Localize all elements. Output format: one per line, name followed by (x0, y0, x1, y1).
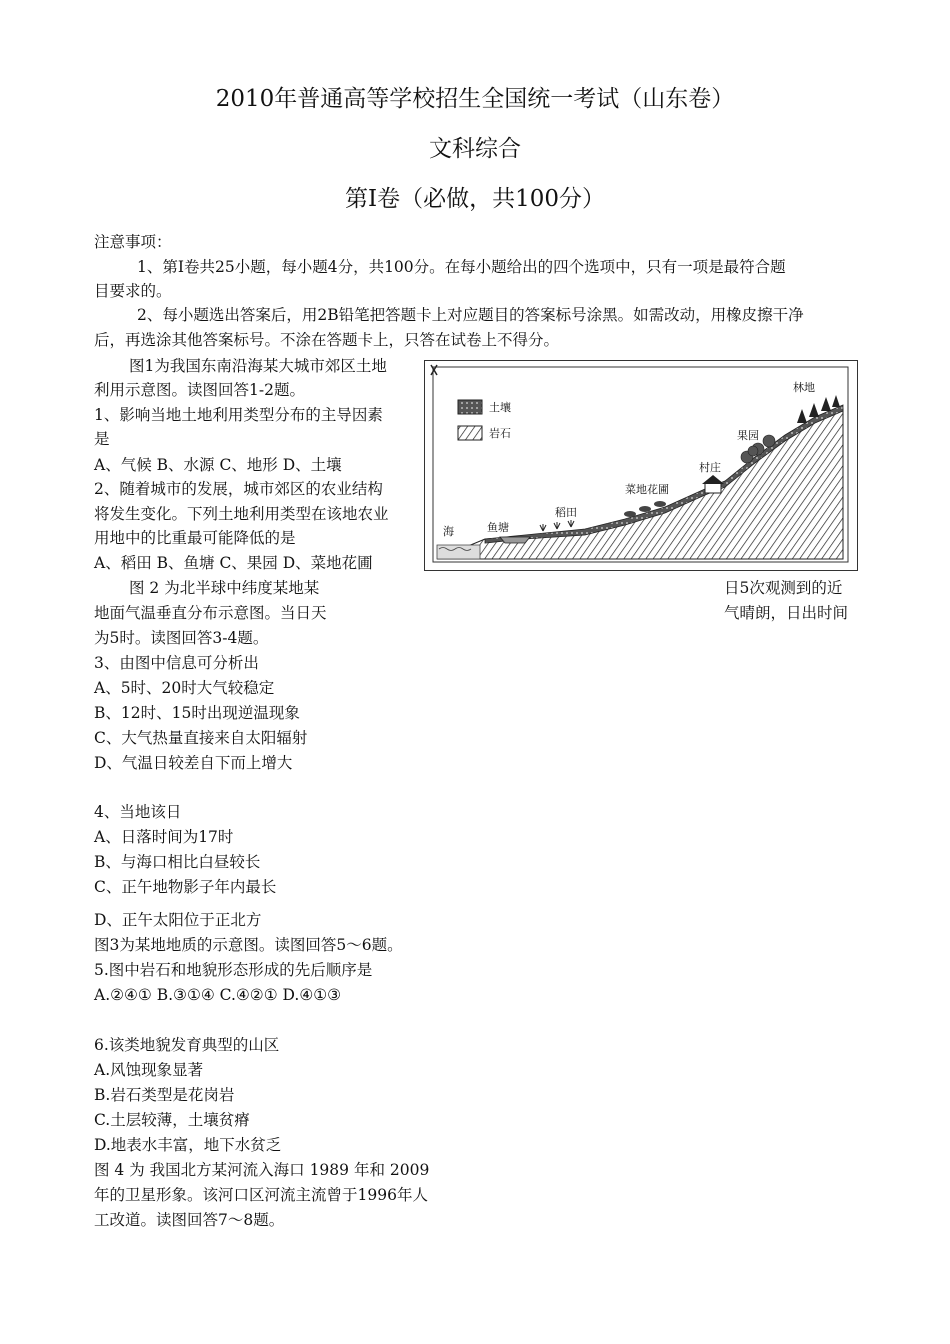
q1-stem-a: 1、影响当地土地利用类型分布的主导因素 (94, 406, 383, 424)
notes-heading: 注意事项： (94, 233, 172, 251)
q6-option-b: B.岩石类型是花岗岩 (94, 1086, 235, 1104)
legend-rock-label: 岩石 (489, 427, 511, 440)
label-sea: 海 (443, 525, 454, 538)
note-1-line-b: 目要求的。 (94, 282, 172, 300)
legend-soil-swatch (458, 400, 482, 414)
intro-fig1-b: 利用示意图。读图回答1-2题。 (94, 381, 305, 399)
q6-option-d: D.地表水丰富，地下水贫乏 (94, 1136, 282, 1154)
q6-stem: 6.该类地貌发育典型的山区 (94, 1036, 280, 1054)
label-fishpond: 鱼塘 (487, 521, 509, 534)
figure-1-land-use-profile (424, 360, 858, 571)
intro-fig3: 图3为某地地质的示意图。读图回答5～6题。 (94, 936, 403, 954)
q3-option-c: C、大气热量直接来自太阳辐射 (94, 729, 308, 747)
label-orchard: 果园 (737, 429, 759, 442)
q5-stem: 5.图中岩石和地貌形态形成的先后顺序是 (94, 961, 373, 979)
q1-options: A、气候 B、水源 C、地形 D、土壤 (94, 456, 342, 474)
q3-option-a: A、5时、20时大气较稳定 (94, 679, 275, 697)
intro-fig4-c: 工改道。读图回答7～8题。 (94, 1211, 285, 1229)
legend-rock-swatch (458, 426, 482, 440)
q4-stem: 4、当地该日 (94, 803, 182, 821)
intro-fig2-right-b: 气晴朗，日出时间 (724, 604, 849, 622)
q2-stem-a: 2、随着城市的发展，城市郊区的农业结构 (94, 480, 383, 498)
sea-water (437, 545, 480, 559)
fishpond-shape (500, 537, 530, 543)
village-house-icon (702, 475, 724, 493)
q1-stem-b: 是 (94, 430, 110, 448)
q4-option-b: B、与海口相比白昼较长 (94, 853, 261, 871)
q3-stem: 3、由图中信息可分析出 (94, 654, 259, 672)
q6-option-c: C.土层较薄，土壤贫瘠 (94, 1111, 250, 1129)
label-village: 村庄 (699, 461, 721, 474)
intro-fig2-right-a: 日5次观测到的近 (724, 579, 843, 597)
q3-option-b: B、12时、15时出现逆温现象 (94, 704, 300, 722)
intro-fig4-b: 年的卫星形象。该河口区河流主流曾于1996年人 (94, 1186, 428, 1204)
label-paddy: 稻田 (555, 506, 577, 519)
subject-title: 文科综合 (429, 136, 521, 162)
intro-fig2-c: 为5时。读图回答3-4题。 (94, 629, 269, 647)
q4-option-c: C、正午地物影子年内最长 (94, 878, 277, 896)
q3-option-d: D、气温日较差自下而上增大 (94, 754, 293, 772)
intro-fig4-a: 图 4 为 我国北方某河流入海口 1989 年和 2009 (94, 1161, 430, 1179)
intro-fig2-left-b: 地面气温垂直分布示意图。当日天 (94, 604, 327, 622)
q4-option-a: A、日落时间为17时 (94, 828, 234, 846)
q2-options: A、稻田 B、鱼塘 C、果园 D、菜地花圃 (94, 554, 373, 572)
q5-options: A.②④① B.③①④ C.④②① D.④①③ (94, 986, 342, 1004)
q6-option-a: A.风蚀现象显著 (94, 1061, 204, 1079)
note-2-line-b: 后，再选涂其他答案标号。不涂在答题卡上，只答在试卷上不得分。 (94, 331, 560, 349)
label-vegetable-garden: 菜地花圃 (625, 483, 669, 496)
legend-soil-label: 土壤 (489, 401, 511, 414)
intro-fig1-a: 图1为我国东南沿海某大城市郊区土地 (129, 357, 387, 375)
note-1-line-a: 1、第Ⅰ卷共25小题，每小题4分，共100分。在每小题给出的四个选项中，只有一项是最符合题 (137, 258, 786, 276)
section-title: 第Ⅰ卷（必做，共100分） (345, 186, 605, 212)
label-forest: 林地 (793, 381, 815, 394)
q4-option-d: D、正午太阳位于正北方 (94, 911, 262, 929)
figure-1-svg (425, 361, 856, 569)
q2-stem-b: 将发生变化。下列土地利用类型在该地农业 (94, 505, 389, 523)
q2-stem-c: 用地中的比重最可能降低的是 (94, 529, 296, 547)
paddy-plants-icon (540, 520, 574, 531)
intro-fig2-left-a: 图 2 为北半球中纬度某地某 (129, 579, 320, 597)
note-2-line-a: 2、每小题选出答案后，用2B铅笔把答题卡上对应题目的答案标号涂黑。如需改动，用橡皮擦干净 (137, 306, 804, 324)
exam-title: 2010年普通高等学校招生全国统一考试（山东卷） (215, 86, 735, 112)
